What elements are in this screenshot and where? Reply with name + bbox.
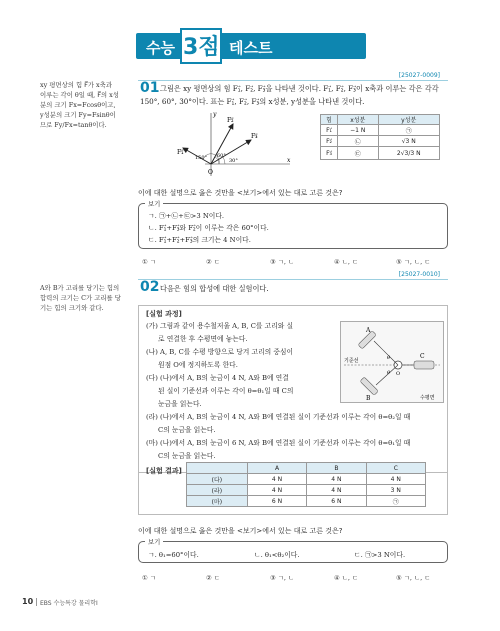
f2-label: F₂⃗ <box>227 117 234 124</box>
q1-text-line: 150°, 60°, 30°이다. 표는 F₁⃗, F₂⃗, F₃⃗의 x성분, y성분을 나타낸 것이다. <box>140 97 365 106</box>
q2-choice-1[interactable]: ① ㄱ <box>142 574 156 582</box>
footer-title: EBS 수능특강 물리학Ⅰ <box>40 600 98 607</box>
theta-label-bottom: θ <box>387 370 391 376</box>
q2-boki-line: ㄷ. ㉠>3 N이다. <box>354 551 406 559</box>
q1-boki-line: ㄱ. ㉠+㉡+㉢>3 N이다. <box>148 212 225 220</box>
q2-spring-scale-diagram <box>340 321 444 403</box>
q1-boki-title: 보기 <box>145 199 163 208</box>
step-line: C의 눈금을 읽는다. <box>158 426 216 434</box>
q1-components-table <box>320 114 440 160</box>
header-number: 3점 <box>183 35 220 60</box>
table-row <box>187 496 426 507</box>
q2-choice-4[interactable]: ④ ㄴ, ㄷ <box>334 574 359 582</box>
side-note-line: 므로 Fy/Fx=tanθ이다. <box>40 121 107 129</box>
scale-b-label: B <box>366 395 371 402</box>
step-line: (라) (나)에서 A, B의 눈금이 4 N, A와 B에 연결된 실이 기준선과 이루는 각이 θ=θ₂일 때 <box>146 413 411 421</box>
table-cell: ㉢ <box>338 147 378 160</box>
table-header: y성분 <box>378 115 440 125</box>
side-note-1 <box>40 80 128 130</box>
header-right: 테스트 <box>229 39 273 57</box>
step-line: (가) 그림과 같이 용수철저울 A, B, C를 고리와 실 <box>146 322 294 330</box>
q1-choice-3[interactable]: ③ ㄱ, ㄴ <box>270 258 295 266</box>
q2-divider <box>138 279 448 280</box>
header-left: 수능 <box>146 39 175 57</box>
y-label: y <box>213 111 217 118</box>
table-row <box>321 147 440 160</box>
angle-150: 150° <box>195 155 208 161</box>
table-cell: 4 N <box>307 474 366 485</box>
q1-boki-line: ㄴ. F₁⃗+F₃⃗와 F₂⃗이 이루는 각은 60°이다. <box>148 224 269 232</box>
side-note-line: 합력의 크기는 C가 고리를 당 <box>40 294 121 302</box>
step-line: C의 눈금을 읽는다. <box>158 452 216 460</box>
q2-result-table <box>186 462 426 507</box>
angle-60: 60° <box>217 153 226 159</box>
f3-label: F₃⃗ <box>251 133 258 140</box>
table-cell: (다) <box>187 474 248 485</box>
table-cell: −1 N <box>338 125 378 136</box>
table-cell: 4 N <box>307 485 366 496</box>
table-cell: 4 N <box>247 474 306 485</box>
table-header: C <box>366 463 425 474</box>
q1-prompt: 이에 대한 설명으로 옳은 것만을 <보기>에서 있는 대로 고른 것은? <box>138 189 343 197</box>
q1-text-line: 그림은 xy 평면상의 힘 F₁⃗, F₂⃗, F₃⃗을 나타낸 것이다. F₁⃗, F₂⃗, F₃⃗이 x축과 이루는 각은 각각 <box>160 84 439 93</box>
table-cell: F₁⃗ <box>321 125 338 136</box>
scale-c-label: C <box>420 353 425 360</box>
q1-choice-1[interactable]: ① ㄱ <box>142 258 156 266</box>
origin-label: O <box>208 169 213 176</box>
q2-result-head: [실험 결과] <box>146 467 182 475</box>
table-cell: F₂⃗ <box>321 136 338 147</box>
q1-code: [25027-0009] <box>398 72 440 79</box>
step-line: 눈금을 읽는다. <box>158 400 202 408</box>
side-note-line: 기는 힘의 크기와 같다. <box>40 304 104 312</box>
table-row <box>187 474 426 485</box>
x-label: x <box>287 157 291 164</box>
page-number: 10 <box>22 597 34 606</box>
q1-divider <box>138 80 448 81</box>
q2-text: 다음은 힘의 합성에 대한 실험이다. <box>160 284 269 293</box>
q2-exp-head: [실험 과정] <box>146 310 182 318</box>
table-cell: ㉡ <box>338 136 378 147</box>
angle-30: 30° <box>229 158 238 164</box>
q1-boki-line: ㄷ. F₁⃗+F₂⃗+F₃⃗의 크기는 4 N이다. <box>148 236 251 244</box>
side-note-line: xy 평면상의 힘 F⃗가 x축과 <box>40 81 113 89</box>
footer-divider <box>36 598 37 606</box>
step-line: 로 연결한 후 수평면에 놓는다. <box>158 335 248 343</box>
step-line: 원점 O에 정지하도록 한다. <box>158 361 238 369</box>
table-cell: ㉠ <box>378 125 440 136</box>
q1-force-diagram <box>175 108 295 180</box>
step-line: (다) (나)에서 A, B의 눈금이 4 N, A와 B에 연결 <box>146 374 289 382</box>
step-line: 된 실이 기준선과 이루는 각이 θ=θ₁일 때 C의 <box>158 387 294 395</box>
q2-number: 02 <box>140 279 160 295</box>
q2-choice-3[interactable]: ③ ㄱ, ㄴ <box>270 574 295 582</box>
q2-boki-line: ㄴ. θ₁<θ₂이다. <box>254 551 300 559</box>
table-row <box>187 485 426 496</box>
side-note-line: 이루는 각이 θ일 때, F⃗의 x성 <box>40 91 119 99</box>
table-cell: (라) <box>187 485 248 496</box>
scale-a-label: A <box>366 327 371 334</box>
side-note-line: A와 B가 고리를 당기는 힘의 <box>40 284 120 292</box>
table-row <box>321 125 440 136</box>
step-line: (마) (나)에서 A, B의 눈금이 6 N, A와 B에 연결된 실이 기준선과 이루는 각이 θ=θ₁일 때 <box>146 439 411 447</box>
table-header: 힘 <box>321 115 338 125</box>
table-cell: √3 N <box>378 136 440 147</box>
plane-label: 수평면 <box>420 395 435 401</box>
table-cell: ㉠ <box>366 496 425 507</box>
table-header: A <box>247 463 306 474</box>
table-cell: 4 N <box>247 485 306 496</box>
side-note-line: 분의 크기 Fx=Fcosθ이고, <box>40 101 116 109</box>
side-note-2 <box>40 283 128 313</box>
q2-prompt: 이에 대한 설명으로 옳은 것만을 <보기>에서 있는 대로 고른 것은? <box>138 527 343 535</box>
reference-label: 기준선 <box>344 358 359 364</box>
theta-label-top: θ <box>387 355 391 361</box>
f1-label: F₁⃗ <box>177 149 184 156</box>
table-cell: F₃⃗ <box>321 147 338 160</box>
step-line: (나) A, B, C를 수평 방향으로 당겨 고리의 중심이 <box>146 348 294 356</box>
table-cell: 4 N <box>366 474 425 485</box>
table-cell: (마) <box>187 496 248 507</box>
table-cell: 6 N <box>247 496 306 507</box>
table-header: B <box>307 463 366 474</box>
origin-label: O <box>396 371 401 377</box>
table-row <box>321 136 440 147</box>
q2-choice-2[interactable]: ② ㄷ <box>206 574 220 582</box>
table-cell: 2√3/3 N <box>378 147 440 160</box>
table-cell: 6 N <box>307 496 366 507</box>
table-header <box>187 463 248 474</box>
q1-choice-4[interactable]: ④ ㄴ, ㄷ <box>334 258 359 266</box>
table-cell: 3 N <box>366 485 425 496</box>
side-note-line: y성분의 크기 Fy=Fsinθ이 <box>40 111 116 119</box>
q2-boki-line: ㄱ. θ₁=60°이다. <box>148 551 199 559</box>
q1-choice-5[interactable]: ⑤ ㄱ, ㄴ, ㄷ <box>396 258 431 266</box>
q2-boki-title: 보기 <box>145 537 163 546</box>
q2-code: [25027-0010] <box>398 271 440 278</box>
q2-choice-5[interactable]: ⑤ ㄱ, ㄴ, ㄷ <box>396 574 431 582</box>
table-header: x성분 <box>338 115 378 125</box>
q1-number: 01 <box>140 80 160 96</box>
q1-choice-2[interactable]: ② ㄷ <box>206 258 220 266</box>
